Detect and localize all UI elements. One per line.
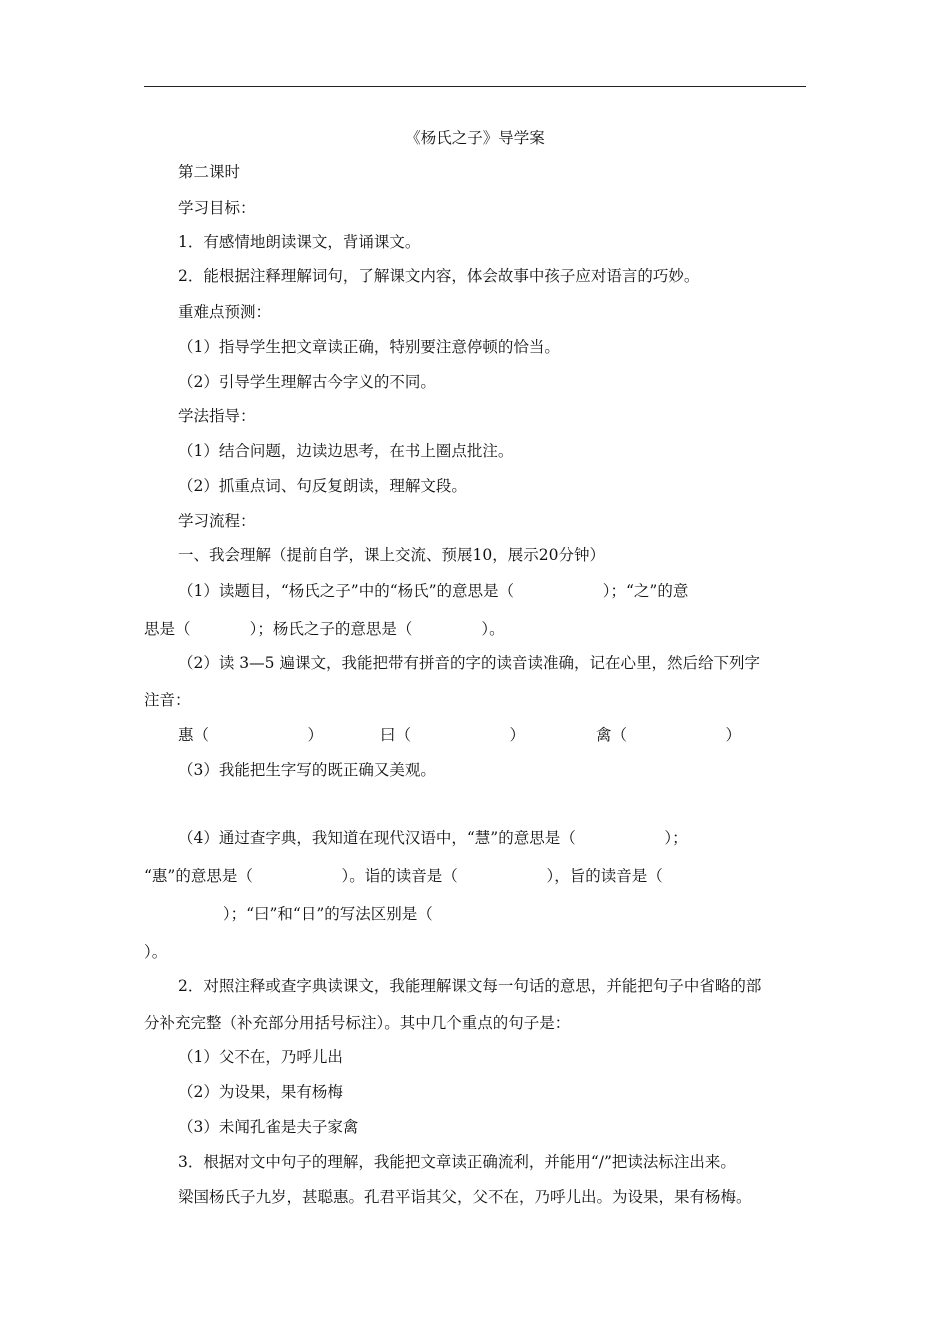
goal-item: 2．能根据注释理解词句，了解课文内容，体会故事中孩子应对语言的巧妙。 [178, 267, 700, 285]
question-4-line-4: ）。 [144, 943, 168, 961]
goals-heading: 学习目标： [178, 199, 256, 217]
passage-text: 梁国杨氏子九岁，甚聪惠。孔君平诣其父，父不在，乃呼儿出。为设果，果有杨梅。 [178, 1188, 752, 1206]
question-4-line-2: “惠”的意思是（ ）。诣的读音是（ ），旨的读音是（ [144, 867, 663, 885]
method-heading: 学法指导： [178, 407, 256, 425]
question-1-line-1: （1）读题目，“杨氏之子”中的“杨氏”的意思是（ ）；“之”的意 [178, 582, 689, 600]
question-3: （3）我能把生字写的既正确又美观。 [178, 761, 436, 779]
header-rule [144, 86, 806, 87]
item-2-line-2: 分补充完整（补充部分用括号标注）。其中几个重点的句子是： [144, 1014, 571, 1032]
lesson-label: 第二课时 [178, 163, 241, 181]
item-2-line-1: 2．对照注释或查字典读课文，我能理解课文每一句话的意思，并能把句子中省略的部 [178, 977, 762, 995]
phonetic-blank-qin: 禽（ ） [596, 726, 742, 744]
document-title: 《杨氏之子》导学案 [405, 129, 545, 147]
phonetic-blank-yue: 曰（ ） [380, 726, 526, 744]
key-sentence: （2）为设果，果有杨梅 [178, 1083, 343, 1101]
question-2-line-2: 注音： [144, 691, 191, 709]
question-4-line-3: ）；“曰”和“日”的写法区别是（ [144, 905, 433, 923]
key-sentence: （3）未闻孔雀是夫子家禽 [178, 1118, 359, 1136]
method-item: （1）结合问题，边读边思考，在书上圈点批注。 [178, 442, 514, 460]
difficulty-heading: 重难点预测： [178, 303, 272, 321]
goal-item: 1．有感情地朗读课文，背诵课文。 [178, 233, 421, 251]
question-2-line-1: （2）读 3—5 遍课文，我能把带有拼音的字的读音读准确，记在心里，然后给下列字 [178, 654, 760, 672]
difficulty-item: （2）引导学生理解古今字义的不同。 [178, 373, 436, 391]
method-item: （2）抓重点词、句反复朗读，理解文段。 [178, 477, 467, 495]
key-sentence: （1）父不在，乃呼儿出 [178, 1048, 343, 1066]
item-3: 3．根据对文中句子的理解，我能把文章读正确流利，并能用“/”把读法标注出来。 [178, 1153, 736, 1171]
question-4-line-1: （4）通过查字典，我知道在现代汉语中，“慧”的意思是（ ）； [178, 829, 688, 847]
difficulty-item: （1）指导学生把文章读正确，特别要注意停顿的恰当。 [178, 338, 560, 356]
flow-heading: 学习流程： [178, 512, 256, 530]
question-1-line-2: 思是（ ）；杨氏之子的意思是（ ）。 [144, 620, 505, 638]
part1-heading: 一、我会理解（提前自学，课上交流、预展10，展示20分钟） [178, 546, 605, 564]
phonetic-blank-hui: 惠（ ） [178, 726, 324, 744]
